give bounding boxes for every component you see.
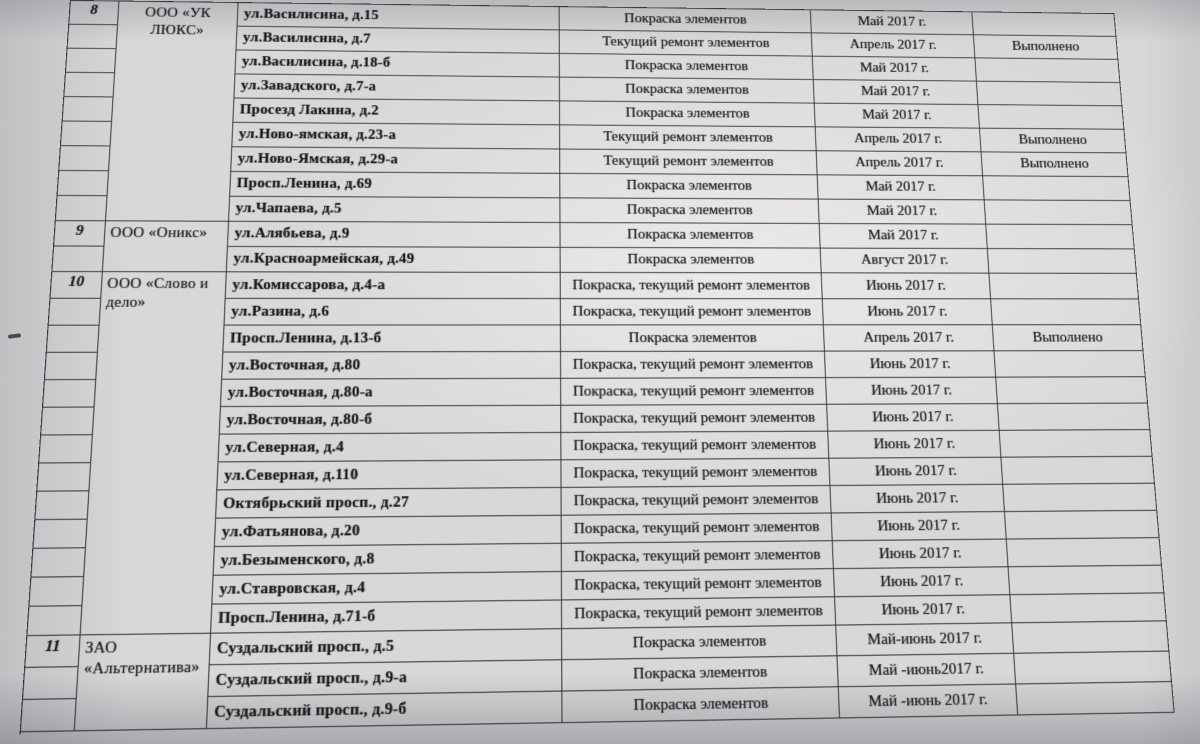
company-name-line: ООО «УК [144,5,212,21]
number-spacer-cell [37,463,91,492]
status-cell: Выполнено [993,325,1144,351]
work-type-cell: Покраска, текущий ремонт элементов [561,432,829,461]
status-cell [1000,430,1153,458]
status-cell [989,274,1139,300]
address-cell: ул.Ново-Ямская, д.29-а [231,147,560,174]
work-type-cell: Покраска элементов [560,174,818,200]
number-spacer-cell [39,435,93,463]
address-cell: ул.Чапаева, д.5 [229,197,560,223]
table-group [56,1,1133,225]
planned-date-cell: Апрель 2017 г. [812,33,976,58]
planned-date-cell: Июнь 2017 г. [833,540,1009,570]
status-cell [1003,484,1157,512]
work-type-cell: Покраска, текущий ремонт элементов [561,352,826,379]
work-type-cell: Покраска элементов [560,223,820,249]
number-spacer-cell [21,699,77,732]
work-type-cell: Покраска элементов [561,248,822,273]
address-cell: ул.Фатьянова, д.20 [215,516,562,547]
status-cell: Выполнено [980,129,1127,154]
status-cell [975,58,1120,83]
address-cell: ул.Восточная, д.80 [222,352,561,380]
planned-date-cell: Май 2017 г. [819,200,987,225]
address-cell: Просп.Ленина, д.69 [230,172,560,198]
work-type-cell: Покраска, текущий ремонт элементов [561,299,824,325]
planned-date-cell: Июнь 2017 г. [822,273,991,299]
address-cell: Суздальский просп., д.5 [210,629,563,665]
planned-date-cell: Май 2017 г. [811,10,974,35]
work-type-cell: Текущий ремонт элементов [560,30,813,56]
company-name-line: ООО «Слово и [106,276,209,292]
group-number-cell: 9 [54,221,106,246]
company-name-line: ЛЮКС» [149,22,205,39]
address-cell: Суздальский просп., д.9-б [207,692,563,730]
planned-date-cell: Июнь 2017 г. [823,299,993,325]
work-type-cell: Покраска элементов [560,7,812,33]
number-spacer-cell [31,548,86,577]
status-cell [988,249,1137,274]
address-cell: ул.Алябьева, д.9 [228,222,561,248]
address-cell: Просезд Лакина, д.2 [233,98,560,125]
number-spacer-cell [23,667,79,700]
group-number-cell: 10 [50,272,102,299]
table-group [27,272,1166,636]
work-type-cell: Покраска элементов [561,325,825,352]
number-spacer-cell [27,606,82,636]
planned-date-cell: Апрель 2017 г. [816,127,982,152]
address-cell: ул.Василисина, д.18-б [235,50,559,77]
maintenance-schedule-table [20,0,1175,735]
number-spacer-cell [63,97,114,122]
work-type-cell: Текущий ремонт элементов [560,125,817,151]
planned-date-cell: Май -июнь2017 г. [837,654,1016,687]
table-row [221,377,1148,407]
number-spacer-cell [59,146,110,171]
planned-date-cell: Июнь 2017 г. [830,485,1004,514]
address-cell: ул.Василисина, д.15 [238,3,560,30]
status-cell [1016,682,1175,715]
address-cell: ул.Комиссарова, д.4-а [226,272,561,299]
number-spacer-cell [66,49,117,74]
address-cell: ул.Разина, д.6 [224,299,560,326]
address-cell: Просп.Ленина, д.13-б [223,325,561,352]
address-cell: ул.Восточная, д.80-а [221,379,561,407]
status-cell [972,12,1116,37]
work-type-cell: Покраска, текущий ремонт элементов [562,514,833,544]
address-cell: ул.Северная, д.4 [219,433,562,462]
address-cell: Октябрьский просп., д.27 [216,488,562,519]
number-spacer-cell [47,326,100,353]
company-cell [75,634,211,732]
work-type-cell: Покраска, текущий ремонт элементов [561,273,823,299]
status-cell: Выполнено [974,35,1119,60]
work-type-cell: Покраска элементов [560,101,816,127]
work-type-cell: Покраска, текущий ремонт элементов [561,378,827,406]
status-cell [1014,652,1172,685]
table-row [228,222,1135,250]
address-cell: Просп.Ленина, д.71-б [211,600,562,633]
status-cell: Выполнено [982,152,1129,177]
status-cell [998,404,1150,431]
planned-date-cell: Апрель 2017 г. [824,325,995,351]
number-spacer-cell [49,299,102,326]
work-type-cell: Покраска элементов [562,656,839,691]
table-row [224,299,1141,326]
planned-date-cell: Июнь 2017 г. [826,378,998,405]
planned-date-cell: Май 2017 г. [820,224,988,249]
status-cell [977,82,1123,107]
group-rows [211,272,1167,633]
paper-sheet [20,0,1174,733]
status-cell [1005,511,1160,540]
number-spacer-cell [35,491,89,520]
table-row [223,325,1143,352]
company-name-line: ЗАО [84,639,118,658]
planned-date-cell: Май 2017 г. [818,175,985,200]
table-group [52,221,1137,274]
company-name-line: ООО «Оникс» [109,225,208,242]
group-rows [207,621,1175,729]
planned-date-cell: Май 2017 г. [813,57,977,82]
row-number-column [21,635,81,732]
number-spacer-cell [45,353,98,380]
work-type-cell: Покраска элементов [562,687,840,723]
table-row [226,272,1139,299]
table-row [227,247,1137,274]
address-cell: ул.Северная, д.110 [217,460,561,490]
planned-date-cell: Май-июнь 2017 г. [836,623,1014,656]
address-cell: ул.Завадского, д.7-а [234,74,560,101]
number-spacer-cell [68,25,118,49]
planned-date-cell: Июнь 2017 г. [834,567,1010,597]
planned-date-cell: Июнь 2017 г. [829,458,1003,486]
address-cell: Суздальский просп., д.9-а [208,660,562,697]
company-cell [81,272,227,635]
address-cell: ул.Ново-ямская, д.23-а [232,123,560,150]
number-spacer-cell [56,196,108,221]
number-spacer-cell [52,246,104,272]
work-type-cell: Покраска, текущий ремонт элементов [561,459,830,488]
group-rows [227,222,1137,274]
planned-date-cell: Июнь 2017 г. [825,351,996,378]
group-number-cell: 11 [25,635,80,667]
work-type-cell: Покраска элементов [560,54,814,80]
work-type-cell: Текущий ремонт элементов [560,149,817,175]
planned-date-cell: Июнь 2017 г. [828,431,1001,459]
address-cell: ул.Красноармейская, д.49 [227,247,561,273]
group-rows [229,3,1133,225]
work-type-cell: Покраска, текущий ремонт элементов [562,597,836,629]
status-cell [978,105,1124,130]
number-spacer-cell [33,520,87,549]
status-cell [1009,566,1165,596]
number-spacer-cell [41,408,94,436]
status-cell [1007,538,1162,567]
planned-date-cell: Май 2017 г. [815,104,980,129]
work-type-cell: Покраска элементов [560,78,815,104]
work-type-cell: Покраска элементов [560,198,819,224]
status-cell [994,351,1145,378]
planned-date-cell: Июнь 2017 г. [832,512,1007,541]
status-cell [985,200,1133,225]
status-cell [996,377,1148,404]
planned-date-cell: Апрель 2017 г. [817,151,983,176]
status-cell [986,225,1135,250]
row-number-column [52,221,106,272]
status-cell [991,299,1141,325]
work-type-cell: Покраска, текущий ремонт элементов [561,405,828,433]
planned-date-cell: Июнь 2017 г. [827,404,1000,432]
planned-date-cell: Май 2017 г. [814,80,979,105]
planned-date-cell: Август 2017 г. [821,249,990,274]
address-cell: ул.Безыменского, д.8 [214,544,562,576]
number-spacer-cell [57,171,109,196]
number-spacer-cell [29,577,84,607]
status-cell [1010,593,1166,623]
work-type-cell: Покраска, текущий ремонт элементов [562,486,832,516]
status-cell [1001,457,1155,485]
table-row [229,197,1133,225]
work-type-cell: Покраска, текущий ремонт элементов [562,569,835,600]
number-spacer-cell [61,121,112,146]
number-spacer-cell [64,73,115,98]
number-spacer-cell [43,380,96,408]
company-name-line: дело» [105,294,147,311]
address-cell: ул.Ставровская, д.4 [212,572,562,605]
work-type-cell: Покраска, текущий ремонт элементов [562,541,834,572]
work-type-cell: Покраска элементов [562,626,837,661]
company-name-line: «Альтернатива» [83,658,201,679]
table-group [21,621,1175,732]
company-cell [103,221,229,272]
group-number-cell: 8 [69,1,119,25]
address-cell: ул.Василисина, д.7 [236,27,559,54]
planned-date-cell: Май -июнь 2017 г. [839,685,1018,719]
planned-date-cell: Июнь 2017 г. [835,595,1012,625]
pen-mark [8,333,21,339]
status-cell [1012,621,1169,653]
address-cell: ул.Восточная, д.80-б [220,406,562,435]
status-cell [983,176,1131,201]
table-row [222,351,1146,380]
company-cell [106,1,239,221]
